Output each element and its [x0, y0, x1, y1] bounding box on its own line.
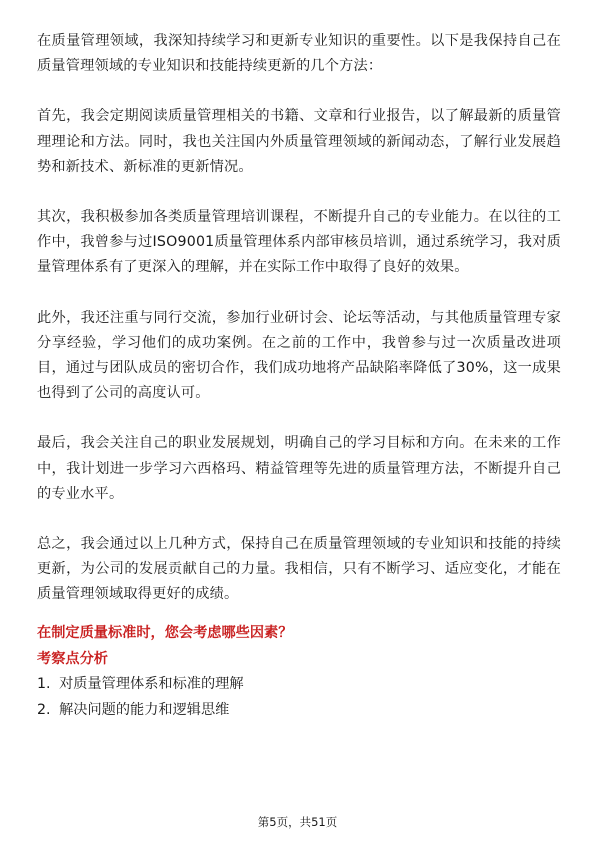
document-content — [37, 29, 561, 724]
list-item-text: 解决问题的能力和逻辑思维 — [59, 701, 230, 718]
paragraph-fourth: 最后，我会关注自己的职业发展规划，明确自己的学习目标和方向。在未来的工作中，我计划进一步学习六西格玛、精益管理等先进的质量管理方法，不断提升自己的专业水平。 — [37, 435, 561, 502]
paragraph-first: 首先，我会定期阅读质量管理相关的书籍、文章和行业报告，以了解最新的质量管理理论和方法。同时，我也关注国内外质量管理领域的新闻动态，了解行业发展趋势和新技术、新标准的更新情况。 — [37, 108, 561, 175]
list-item-text: 对质量管理体系和标准的理解 — [59, 675, 244, 692]
list-item-number: 1. — [37, 675, 51, 692]
page-number-footer: 第5页，共51页 — [257, 815, 338, 829]
paragraph-summary: 总之，我会通过以上几种方式，保持自己在质量管理领域的专业知识和技能的持续更新，为公司的发展贡献自己的力量。我相信，只有不断学习、适应变化，才能在质量管理领域取得更好的成绩。 — [37, 536, 561, 603]
analysis-title: 考察点分析 — [37, 650, 108, 667]
paragraph-intro: 在质量管理领域，我深知持续学习和更新专业知识的重要性。以下是我保持自己在质量管理领域的专业知识和技能持续更新的几个方法： — [37, 33, 561, 75]
list-item — [37, 698, 561, 722]
list-item-number: 2. — [37, 701, 51, 718]
interview-question: 在制定质量标准时，您会考虑哪些因素？ — [37, 624, 293, 641]
paragraph-second: 其次，我积极参加各类质量管理培训课程，不断提升自己的专业能力。在以往的工作中，我曾参与过ISO9001质量管理体系内部审核员培训，通过系统学习，我对质量管理体系有了更深入的理解，并在实际工作中取得了良好的效果。 — [37, 209, 561, 276]
paragraph-third: 此外，我还注重与同行交流，参加行业研讨会、论坛等活动，与其他质量管理专家分享经验，学习他们的成功案例。在之前的工作中，我曾参与过一次质量改进项目，通过与团队成员的密切合作，我们成功地将产品缺陷率降低了30%，这一成果也得到了公司的高度认可。 — [37, 309, 561, 402]
list-item — [37, 672, 561, 696]
